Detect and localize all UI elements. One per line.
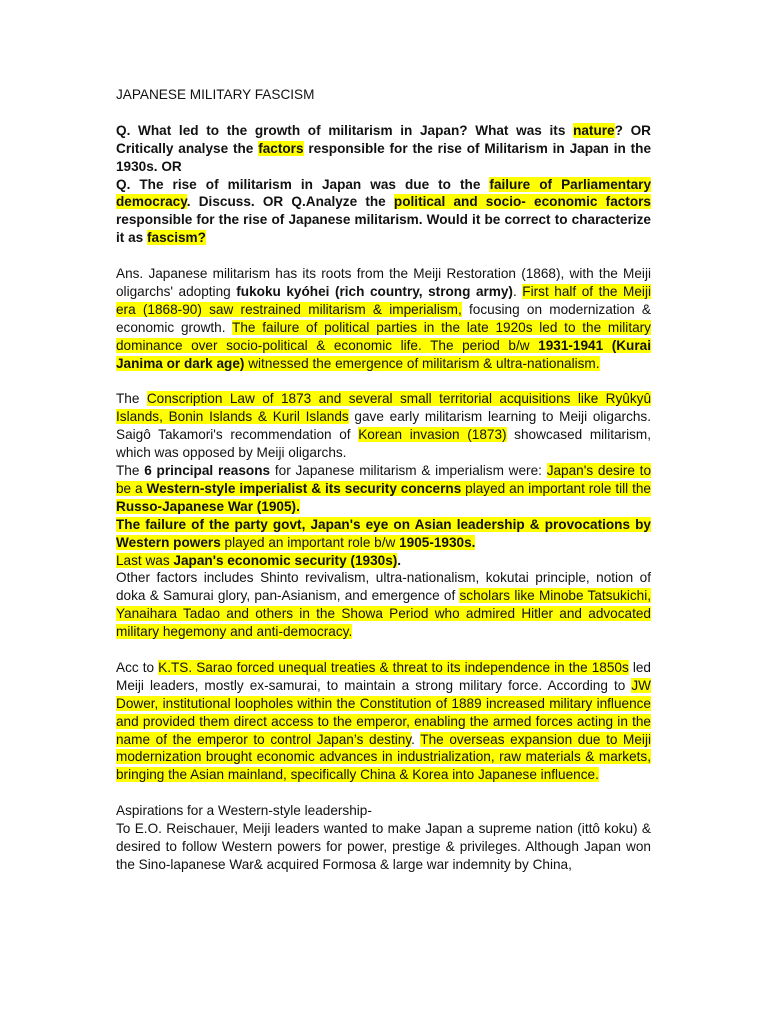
paragraph-principal-reasons: The 6 principal reasons for Japanese militarism & imperialism were: Japan's desire to be a Western-style imperialist & its security concerns played an important role till the Russo-Japanese War (1905).	[116, 462, 652, 514]
paragraph-other-factors: Other factors includes Shinto revivalism, ultra-nationalism, kokutai principle, notion of doka & Samurai glory, pan-Asianism, and emergence of scholars like Minobe Tatsukichi, Yanaihara Tadao and others in the Showa Period who admired Hitler and advocated military hegemony and anti-democracy.	[116, 570, 651, 640]
spacer	[116, 104, 651, 122]
spacer	[116, 372, 651, 390]
answer-paragraph: Ans. Japanese militarism has its roots from the Meiji Restoration (1868), with the Meiji oligarchs' adopting fukoku kyóhei (rich country, strong army). First half of the Meiji era (1868-90) saw restrained militarism & imperialism, focusing on modernization & economic growth. The failure of political parties in the late 1920s led to the military dominance over socio-political & economic life. The period b/w 1931-1941 (Kurai Janima or dark age) witnessed the emergence of militarism & ultra-nationalism.	[116, 266, 651, 371]
paragraph-party-failure: The failure of the party govt, Japan's eye on Asian leadership & provocations by Western powers played an important role b/w 1905-1930s.	[116, 516, 651, 550]
spacer	[116, 641, 651, 659]
section-heading: Aspirations for a Western-style leadership-	[116, 803, 372, 819]
spacer	[116, 247, 651, 265]
spacer	[116, 784, 651, 802]
question-2: Q. The rise of militarism in Japan was due to the failure of Parliamentary democracy. Discuss. OR Q.Analyze the political and socio- economic factors responsible for the rise of Japanese militarism. Would it be correct to characterize it as fascism?	[116, 176, 652, 246]
paragraph-reischauer: To E.O. Reischauer, Meiji leaders wanted to make Japan a supreme nation (ittô koku) & desired to follow Western powers for power, prestige & privileges. Although Japan won the Sino-lapanese War& acquired Formosa & large war indemnity by China,	[116, 821, 651, 872]
paragraph-sarao-dower: Acc to K.TS. Sarao forced unequal treaties & threat to its independence in the 1850s led Meiji leaders, mostly ex-samurai, to maintain a strong military force. According to JW Dower, institutional loopholes within the Constitution of 1889 increased military influence and provided them direct access to the emperor, enabling the armed forces acting in the name of the emperor to control Japan’s destiny. The overseas expansion due to Meiji modernization brought economic advances in industrialization, raw materials & markets, bringing the Asian mainland, specifically China & Korea into Japanese influence.	[116, 659, 651, 783]
document-page	[116, 86, 651, 874]
paragraph-economic-security: Last was Japan's economic security (1930s).	[116, 552, 402, 568]
paragraph-conscription: The Conscription Law of 1873 and several small territorial acquisitions like Ryûkyû Islands, Bonin Islands & Kuril Islands gave early militarism learning to Meiji oligarchs. Saigô Takamori's recommendation of Korean invasion (1873) showcased militarism, which was opposed by Meiji oligarchs.	[116, 391, 651, 461]
document-title: JAPANESE MILITARY FASCISM	[116, 87, 315, 102]
question-1: Q. What led to the growth of militarism in Japan? What was its nature? OR Critically analyse the factors responsible for the rise of Militarism in Japan in the 1930s. OR	[116, 122, 651, 174]
